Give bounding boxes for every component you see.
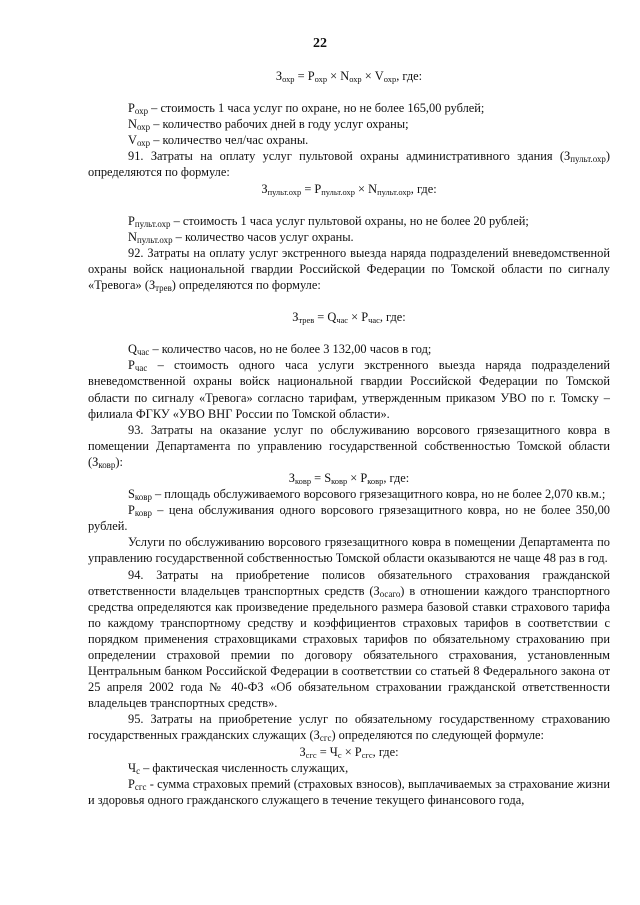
text-run: = S — [311, 470, 332, 485]
subscript: ковр — [367, 476, 384, 487]
text-run: Р — [128, 213, 135, 228]
subscript: ковр — [331, 476, 348, 487]
text-run: ) определяются по следующей формуле: — [331, 728, 544, 743]
text-run: × Р — [348, 310, 369, 325]
paragraph — [88, 534, 610, 566]
formula — [88, 68, 610, 84]
text-run: З — [275, 69, 283, 83]
text-run: Услуги по обслуживанию ворсового грязезащитного ковра в помещении Департамента по управлению государственной собственностью Томской области оказываются не чаще 48 раз в год. — [88, 535, 610, 566]
subscript: пульт.охр — [570, 154, 606, 165]
formula — [88, 744, 610, 760]
blank-line — [88, 197, 610, 213]
subscript: охр — [134, 106, 149, 117]
formula — [88, 181, 610, 197]
text-run: 92. Затраты на оплату услуг экстренного выезда наряда подразделений вневедомственной охраны войск национальной гвардии Российской Федерации по Томской области по сигналу «Тревога» (З — [88, 245, 610, 293]
subscript: пульт.охр — [377, 186, 411, 197]
text-run: N — [128, 117, 137, 132]
text-run: , где: — [372, 744, 399, 759]
text-run: Р — [128, 101, 135, 116]
subscript: охр — [314, 74, 328, 85]
subscript: пульт.охр — [136, 234, 173, 245]
text-run: × V — [361, 69, 384, 83]
formula — [88, 470, 610, 486]
subscript: сгс — [319, 733, 332, 744]
text-run: S — [128, 487, 135, 502]
subscript: сгс — [305, 749, 317, 760]
text-run: 95. Затраты на приобретение услуг по обязательному государственному страхованию государственных гражданских служащих (З — [88, 712, 610, 743]
subscript: ковр — [98, 460, 116, 471]
text-run: – количество рабочих дней в году услуг охраны; — [150, 117, 409, 132]
definition-line — [88, 116, 610, 132]
definition-line — [88, 341, 610, 357]
paragraph — [88, 422, 610, 470]
definition-line — [88, 229, 610, 245]
blank-line — [88, 293, 610, 309]
subscript: осаго — [379, 588, 401, 599]
text-run: × Р — [347, 470, 368, 485]
text-run: – количество часов, но не более 3 132,00 часов в год; — [149, 342, 432, 357]
text-run: 94. Затраты на приобретение полисов обязательного страхования гражданской ответственности владельцев транспортных средств (З — [88, 567, 610, 598]
text-run: , где: — [379, 310, 406, 325]
text-run: Р — [128, 358, 135, 373]
definition-line — [88, 100, 610, 116]
text-run: З — [288, 470, 295, 485]
definition-line — [88, 213, 610, 229]
subscript: охр — [349, 74, 362, 85]
text-run: = Q — [314, 310, 337, 325]
formula — [88, 309, 610, 325]
text-run: ) определяются по формуле: — [88, 149, 610, 180]
text-run: 93. Затраты на оказание услуг по обслуживанию ворсового грязезащитного ковра в помещении Департамента по управлению государственной собственностью Томской области (З — [88, 422, 610, 469]
subscript: пульт.охр — [321, 186, 355, 197]
text-run: – количество чел/час охраны. — [150, 133, 309, 148]
subscript: охр — [282, 74, 295, 85]
subscript: охр — [136, 122, 151, 133]
subscript: ковр — [134, 492, 152, 503]
subscript: трев — [155, 283, 172, 294]
subscript: трев — [298, 315, 315, 326]
text-run: V — [128, 133, 137, 148]
subscript: час — [134, 363, 148, 374]
subscript: с — [136, 765, 141, 776]
definition-line — [88, 132, 610, 148]
text-run: Р — [128, 503, 135, 518]
text-run: – количество часов услуг охраны. — [172, 229, 354, 244]
definition-line — [88, 776, 610, 808]
text-run: З — [292, 310, 299, 325]
paragraph — [88, 245, 610, 293]
text-run: = Р — [301, 181, 322, 196]
text-run: = Ч — [316, 744, 338, 759]
definition-line — [88, 357, 610, 421]
text-run: , где: — [396, 69, 423, 83]
definition-line — [88, 760, 610, 776]
subscript: пульт.охр — [134, 218, 171, 229]
subscript: пульт.охр — [267, 186, 302, 197]
text-run: – фактическая численность служащих, — [140, 760, 349, 775]
text-run: – площадь обслуживаемого ворсового грязезащитного ковра, но не более 2,070 кв.м.; — [151, 487, 606, 502]
subscript: ковр — [294, 476, 312, 487]
subscript: с — [337, 749, 342, 760]
text-run: ): — [115, 454, 123, 469]
text-run: ) определяются по формуле: — [171, 278, 321, 293]
text-run: × Р — [341, 744, 362, 759]
text-run: З — [261, 181, 268, 196]
definition-line — [88, 502, 610, 534]
paragraph — [88, 148, 610, 180]
text-run: 91. Затраты на оплату услуг пультовой охраны административного здания (З — [128, 149, 571, 164]
subscript: час — [336, 315, 349, 326]
text-run: Q — [128, 342, 137, 357]
text-run: , где: — [410, 181, 437, 196]
text-run: – стоимость 1 часа услуг по охране, но не более 165,00 рублей; — [148, 101, 485, 116]
blank-line — [88, 325, 610, 341]
subscript: сгс — [134, 781, 147, 792]
text-run: – цена обслуживания одного ворсового грязезащитного ковра, но не более 350,00 рублей. — [88, 503, 610, 534]
subscript: охр — [136, 138, 151, 149]
paragraph — [88, 567, 610, 712]
page-number: 22 — [313, 36, 327, 51]
text-run: × N — [354, 181, 378, 196]
definition-line — [88, 486, 610, 502]
subscript: час — [136, 347, 150, 358]
text-run: – стоимость 1 часа услуг пультовой охраны, но не более 20 рублей; — [170, 213, 529, 228]
text-run: – стоимость одного часа услуги экстренного выезда наряда подразделений вневедомственной охраны войск национальной гвардии Российской Федерации по Томской области по сигналу «Тревога» согласно тарифам, утвержденным приказом УВО по г. Томску – филиала ФГКУ «УВО ВНГ России по Томской области». — [88, 358, 610, 421]
subscript: ковр — [134, 508, 152, 519]
text-run: Р — [128, 776, 135, 791]
text-run: × N — [327, 69, 350, 83]
text-run: Ч — [128, 760, 137, 775]
text-run: ) в отношении каждого транспортного средства определяются как произведение предельного размера базовой ставки страхового тарифа по каждому транспортному средству и коэффициентов страховых тарифов в соответствии с порядком применения страховщиками страховых тарифов по обязательному страхованию при определении страховой премии по договору обязательного страхования, установленным Центральным банком Российской Федерации в соответствии со статьей 8 Федерального закона от 25 апреля 2002 года № 40-ФЗ «Об обязательном страховании гражданской ответственности владельцев транспортных средств». — [88, 583, 610, 711]
text-run: З — [299, 744, 306, 759]
blank-line — [88, 84, 610, 100]
text-run: - сумма страховых премий (страховых взносов), выплачиваемых за страхование жизни и здоровья одного гражданского служащего в течение текущего финансового года, — [88, 776, 610, 807]
paragraph — [88, 711, 610, 743]
subscript: охр — [383, 74, 397, 85]
text-run: N — [128, 229, 137, 244]
subscript: час — [368, 315, 380, 326]
subscript: сгс — [361, 749, 373, 760]
text-run: , где: — [383, 470, 410, 485]
text-run: = Р — [294, 69, 315, 83]
document-body — [88, 68, 610, 808]
